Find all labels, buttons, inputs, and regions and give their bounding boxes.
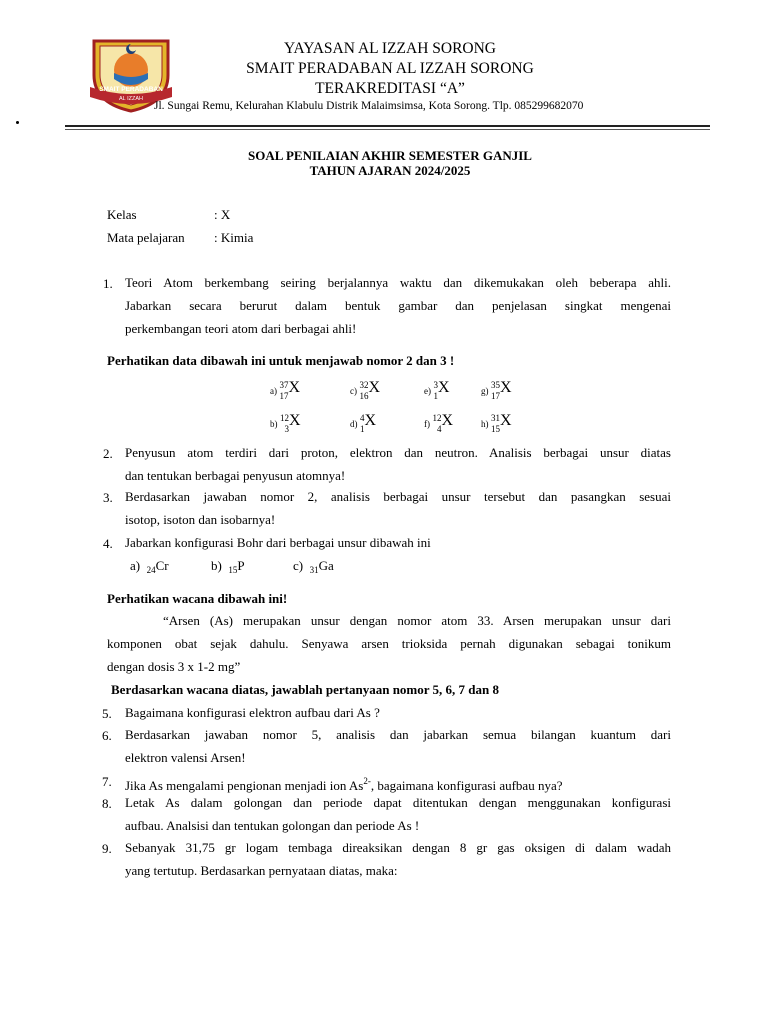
header-school: SMAIT PERADABAN AL IZZAH SORONG (246, 60, 534, 77)
isotope-numbers (491, 413, 500, 435)
q3-line2: isotop, isoton dan isobarnya! (125, 512, 276, 527)
q4-line1: Jabarkan konfigurasi Bohr dari berbagai unsur dibawah ini (125, 535, 431, 550)
stray-dot (16, 121, 19, 124)
q2-number: 2. (103, 446, 113, 461)
passage-line3: dengan dosis 3 x 1-2 mg” (107, 659, 241, 674)
isotope-atomic-number: 17 (491, 391, 500, 401)
isotope-label: e) (424, 386, 431, 396)
isotope-numbers (491, 380, 500, 402)
q4-number: 4. (103, 536, 113, 551)
isotope-symbol: X (364, 412, 377, 429)
q1-line3: perkembangan teori atom dari berbagai ahli! (125, 321, 357, 336)
isotope-symbol: X (289, 412, 301, 429)
isotope-item (424, 380, 450, 402)
isotope-atomic-number: 3 (284, 424, 289, 434)
isotope-mass-number: 32 (359, 380, 369, 390)
isotope-symbol: X (500, 412, 512, 429)
q9-line2: yang tertutup. Berdasarkan pernyataan diatas, maka: (125, 863, 398, 878)
q8-line2: aufbau. Analsisi dan tentukan golongan dan periode As ! (125, 818, 420, 833)
logo-text-bottom: AL IZZAH (119, 96, 143, 102)
isotope-symbol: X (288, 379, 301, 396)
section-instruction-1: Perhatikan data dibawah ini untuk menjawab nomor 2 dan 3 ! (107, 353, 455, 368)
mapel-value: : Kimia (214, 230, 254, 245)
q7-line1: Jika As mengalami pengionan menjadi ion $As^{2-}$, bagaimana konfigurasi aufbau nya? (125, 776, 563, 793)
isotope-atomic-number: 4 (437, 424, 442, 434)
section-instruction-2: Perhatikan wacana dibawah ini! (107, 591, 288, 606)
isotope-atomic-number: 16 (359, 391, 369, 401)
isotope-numbers (280, 413, 289, 435)
passage-line1: “Arsen (As) merupakan unsur dengan nomor atom 33. Arsen merupakan unsur dari (163, 613, 671, 628)
header-accreditation: TERAKREDITASI “A” (315, 80, 465, 97)
q1-line1: Teori Atom berkembang seiring berjalannya waktu dan dikemukakan oleh beberapa ahli. (125, 275, 671, 290)
isotope-mass-number: 35 (491, 380, 500, 390)
q1-line2: Jabarkan secara berurut dalam bentuk gambar dan penjelasan singkat mengenai (125, 298, 671, 313)
isotope-numbers (280, 380, 289, 402)
isotope-label: b) (270, 419, 278, 429)
header-rule-thin (65, 129, 710, 130)
isotope-atomic-number: 17 (279, 391, 289, 401)
section-instruction-3: Berdasarkan wacana diatas, jawablah pertanyaan nomor 5, 6, 7 dan 8 (111, 682, 500, 697)
isotope-item (270, 380, 300, 402)
isotope-symbol: X (441, 412, 454, 429)
header-foundation: YAYASAN AL IZZAH SORONG (284, 40, 496, 57)
isotope-item (481, 413, 512, 435)
q2-line1: Penyusun atom terdiri dari proton, elektron dan neutron. Analisis berbagai unsur diatas (125, 445, 671, 460)
isotope-numbers (360, 380, 369, 402)
passage-line2: komponen obat sejak dahulu. Senyawa arsen trioksida pernah digunakan sebagai tonikum (107, 636, 671, 651)
isotope-atomic-number: 15 (491, 424, 500, 434)
isotope-mass-number: 4 (360, 413, 365, 423)
header-address: Jl. Sungai Remu, Kelurahan Klabulu Distrik Malaimsimsa, Kota Sorong. Tlp. 085299682070 (154, 100, 584, 112)
q1-number: 1. (103, 276, 113, 291)
exam-title: SOAL PENILAIAN AKHIR SEMESTER GANJIL (248, 148, 532, 163)
isotope-atomic-number: 1 (433, 391, 438, 401)
isotope-label: g) (481, 386, 489, 396)
isotope-symbol: X (438, 379, 450, 396)
q7-number: 7. (102, 774, 112, 789)
q6-line1: Berdasarkan jawaban nomor 5, analisis dan jabarkan semua bilangan kuantum dari (125, 727, 671, 742)
isotope-mass-number: 3 (433, 380, 438, 390)
isotope-atomic-number: 1 (360, 424, 365, 434)
isotope-label: f) (424, 419, 430, 429)
isotope-label: c) (350, 386, 357, 396)
q4-option-c: c) $_{31}$Ga (293, 558, 334, 575)
isotope-label: h) (481, 419, 489, 429)
q9-line1: Sebanyak 31,75 gr logam tembaga direaksikan dengan 8 gr gas oksigen di dalam wadah (125, 840, 671, 855)
isotope-mass-number: 12 (432, 413, 442, 423)
kelas-label: Kelas (107, 207, 137, 222)
q9-number: 9. (102, 841, 112, 856)
q5-number: 5. (102, 706, 112, 721)
isotope-mass-number: 12 (280, 413, 289, 423)
isotope-mass-number: 37 (279, 380, 289, 390)
q6-line2: elektron valensi Arsen! (125, 750, 246, 765)
kelas-value: : X (214, 207, 231, 222)
isotope-symbol: X (368, 379, 381, 396)
logo-text-top: SMAIT PERADABAN (99, 86, 163, 93)
isotope-item (350, 413, 376, 435)
q5-line1: Bagaimana konfigurasi elektron aufbau dari As ? (125, 705, 380, 720)
q6-number: 6. (102, 728, 112, 743)
mapel-label: Mata pelajaran (107, 230, 185, 245)
q4-option-a: a) $_{24}$Cr (130, 558, 169, 575)
q8-line1: Letak As dalam golongan dan periode dapat ditentukan dengan menggunakan konfigurasi (125, 795, 671, 810)
isotope-item (270, 413, 301, 435)
exam-year: TAHUN AJARAN 2024/2025 (309, 163, 471, 178)
header-rule-thick (65, 125, 710, 127)
isotope-label: d) (350, 419, 358, 429)
isotope-label: a) (270, 386, 277, 396)
q3-number: 3. (103, 490, 113, 505)
isotope-numbers (433, 413, 442, 435)
isotope-item (481, 380, 512, 402)
isotope-mass-number: 31 (491, 413, 500, 423)
isotope-item (424, 413, 453, 435)
isotope-item (350, 380, 380, 402)
isotope-numbers (360, 413, 365, 435)
isotope-symbol: X (500, 379, 512, 396)
q8-number: 8. (102, 796, 112, 811)
q2-line2: dan tentukan berbagai penyusun atomnya! (125, 468, 346, 483)
q4-option-b: b) $_{15}$P (211, 558, 245, 575)
q3-line1: Berdasarkan jawaban nomor 2, analisis berbagai unsur tersebut dan pasangkan sesuai (125, 489, 671, 504)
